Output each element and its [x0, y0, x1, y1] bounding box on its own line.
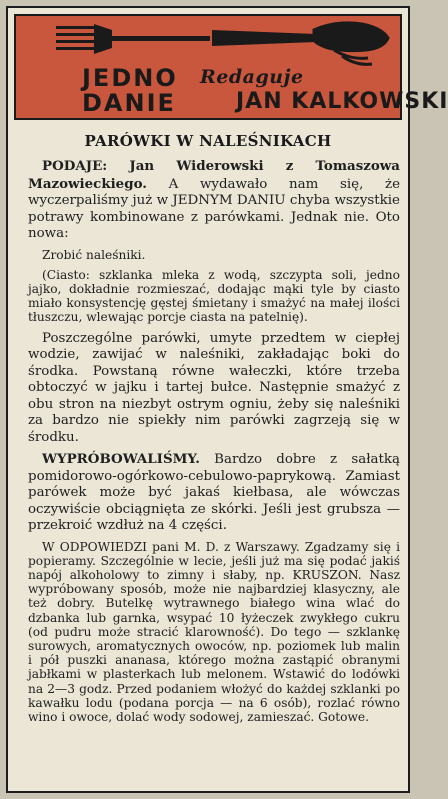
article-body [28, 158, 400, 730]
masthead-word-jedno: JEDNO [82, 64, 178, 92]
paragraph-method: Poszczególne parówki, umyte przedtem w ciepłej wodzie, zawijać w naleśniki, zakładając boki do środka. Powstaną równe wałeczki, które trzeba obtoczyć w jajku i tartej bułce. Następnie smażyć z obu stron na niezbyt ostrym ogniu, żeby się naleśniki za bardzo nie spiekły nim parówki zagrzeją się w środku. [28, 330, 400, 445]
article-headline: PARÓWKI W NALEŚNIKACH [84, 132, 332, 150]
newspaper-column [6, 6, 448, 793]
paragraph-intro [28, 158, 400, 243]
masthead-redaguje: Redaguje [200, 66, 304, 88]
tested-lead: WYPRÓBOWALIŚMY. [42, 451, 200, 468]
masthead-word-danie: DANIE [82, 89, 176, 117]
paragraph-instruction: Zrobić naleśniki. [42, 247, 146, 262]
hand-icon [314, 23, 388, 64]
intro-text: A wydawało nam się, że wyczerpaliśmy już w JEDNYM DANIU chyba wszystkie potrawy kombinowane z parówkami. Jednak nie. Oto nowa: [28, 176, 400, 241]
masthead-editor-name: JAN KALKOWSKI [236, 89, 448, 114]
paragraph-batter: (Ciasto: szklanka mleka z wodą, szczypta soli, jedno jajko, dokładnie rozmieszać, dodając mąki tyle by ciasto miało konsystencję gęstej śmietany i smażyć na małej ilości tłuszczu, wlewając porcje ciasta na patelnię). [28, 267, 400, 325]
tested-text: Bardzo dobre z sałatką pomidorowo-ogórkowo-cebulowo-paprykową. Zamiast parówek może być jakaś kiełbasa, ale wówczas oczywiście obciągnięta ze skórki. Jeśli jest grubsza — przekroić wzdłuż na 4 części. [28, 452, 400, 534]
paragraph-tested [28, 451, 400, 535]
paragraph-reply: W ODPOWIEDZI pani M. D. z Warszawy. Zgadzamy się i popieramy. Szczególnie w lecie, jeśli już ma się podać jakiś napój alkoholowy to zimny i słaby, np. KRUSZON. Nasz wypróbowany sposób, może nie najbardziej klasyczny, ale też dobry. Butelkę wytrawnego białego wina wlać do dzbanka lub garnka, wsypać 10 łyżeczek zwykłego cukru (od pudru może stracić klarowność). Do tego — szklankę surowych, aromatycznych owoców, np. poziomek lub malin i pół puszki ananasa, którego można zastąpić obranymi jabłkami w plasterkach lub melonem. Wstawić do lodówki na 2—3 godz. Przed podaniem włożyć do każdej szklanki po kawałku lodu (podana porcja — na 6 osób), rozlać równo wino i owoce, dolać wody sodowej, zamieszać. Gotowe. [28, 539, 400, 724]
column-masthead [14, 14, 448, 120]
knife-icon [212, 30, 316, 46]
intro-lead: PODAJE: Jan Widerowski z Tomaszowa Mazowieckiego. [28, 158, 400, 192]
fork-icon [56, 24, 210, 54]
